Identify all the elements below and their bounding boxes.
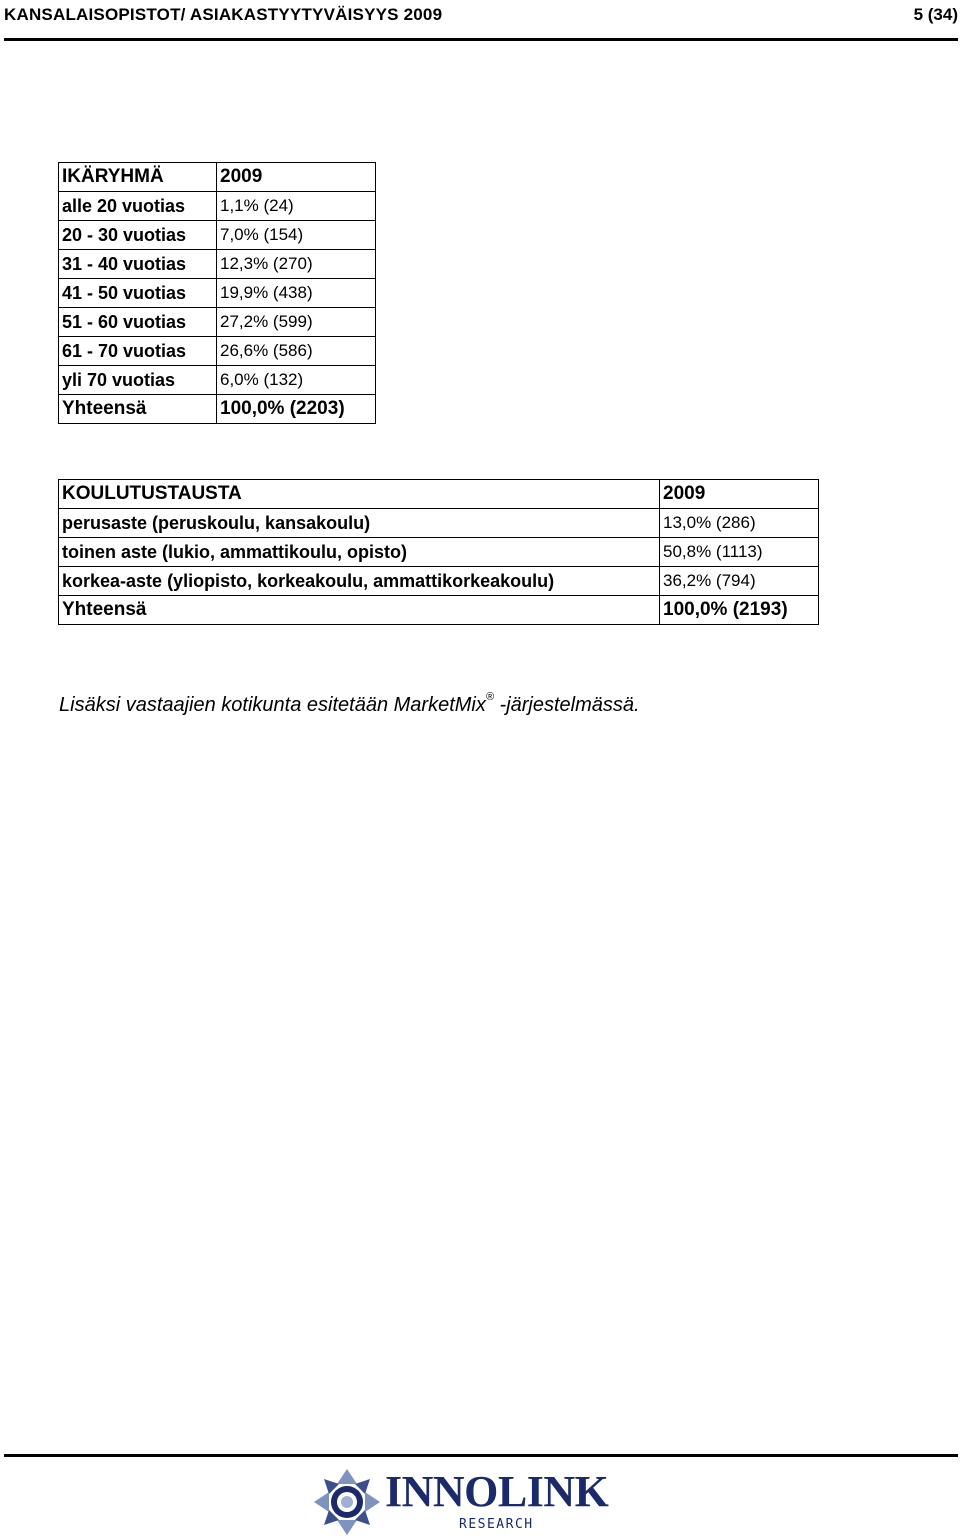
- table-row: [59, 538, 819, 567]
- education-table: [58, 479, 819, 625]
- row-label: 41 - 50 vuotias: [59, 279, 217, 308]
- row-value: 19,9% (438): [217, 279, 376, 308]
- table-header-row: [59, 163, 376, 192]
- table-row: [59, 192, 376, 221]
- innolink-logo-icon: [313, 1468, 381, 1536]
- document-title: KANSALAISOPISTOT/ ASIAKASTYYTYVÄISYYS 2009: [4, 5, 443, 24]
- note-text-after: -järjestelmässä.: [493, 694, 640, 716]
- row-label: korkea-aste (yliopisto, korkeakoulu, ammattikorkeakoulu): [59, 567, 660, 596]
- table-row: [59, 567, 819, 596]
- table-total-row: [59, 395, 376, 424]
- total-label: Yhteensä: [59, 596, 660, 625]
- age-group-table: [58, 162, 376, 424]
- innolink-logo: [313, 1468, 623, 1536]
- column-header-age-group: IKÄRYHMÄ: [59, 163, 217, 192]
- row-value: 27,2% (599): [217, 308, 376, 337]
- logo-subtitle: RESEARCH: [459, 1517, 534, 1532]
- note-text-before: Lisäksi vastaajien kotikunta esitetään MarketMix: [59, 694, 486, 716]
- row-label: perusaste (peruskoulu, kansakoulu): [59, 509, 660, 538]
- row-label: yli 70 vuotias: [59, 366, 217, 395]
- table-row: [59, 337, 376, 366]
- page-header: [4, 2, 958, 41]
- total-value: 100,0% (2203): [217, 395, 376, 424]
- logo-wordmark: INNOLINK: [385, 1467, 609, 1516]
- footer-divider: [4, 1454, 958, 1457]
- table-row: [59, 509, 819, 538]
- row-label: alle 20 vuotias: [59, 192, 217, 221]
- table-total-row: [59, 596, 819, 625]
- row-label: 51 - 60 vuotias: [59, 308, 217, 337]
- row-value: 26,6% (586): [217, 337, 376, 366]
- total-value: 100,0% (2193): [660, 596, 819, 625]
- row-label: 31 - 40 vuotias: [59, 250, 217, 279]
- row-value: 50,8% (1113): [660, 538, 819, 567]
- registered-mark: ®: [485, 691, 494, 704]
- table-row: [59, 221, 376, 250]
- table-row: [59, 366, 376, 395]
- row-value: 12,3% (270): [217, 250, 376, 279]
- table-row: [59, 250, 376, 279]
- note-text: [59, 691, 640, 717]
- total-label: Yhteensä: [59, 395, 217, 424]
- row-value: 6,0% (132): [217, 366, 376, 395]
- table-row: [59, 308, 376, 337]
- row-value: 1,1% (24): [217, 192, 376, 221]
- row-value: 7,0% (154): [217, 221, 376, 250]
- table-header-row: [59, 480, 819, 509]
- row-label: 61 - 70 vuotias: [59, 337, 217, 366]
- column-header-year: 2009: [660, 480, 819, 509]
- table-row: [59, 279, 376, 308]
- row-value: 13,0% (286): [660, 509, 819, 538]
- row-label: toinen aste (lukio, ammattikoulu, opisto): [59, 538, 660, 567]
- column-header-year: 2009: [217, 163, 376, 192]
- row-value: 36,2% (794): [660, 567, 819, 596]
- page-number: 5 (34): [913, 5, 958, 24]
- column-header-education: KOULUTUSTAUSTA: [59, 480, 660, 509]
- row-label: 20 - 30 vuotias: [59, 221, 217, 250]
